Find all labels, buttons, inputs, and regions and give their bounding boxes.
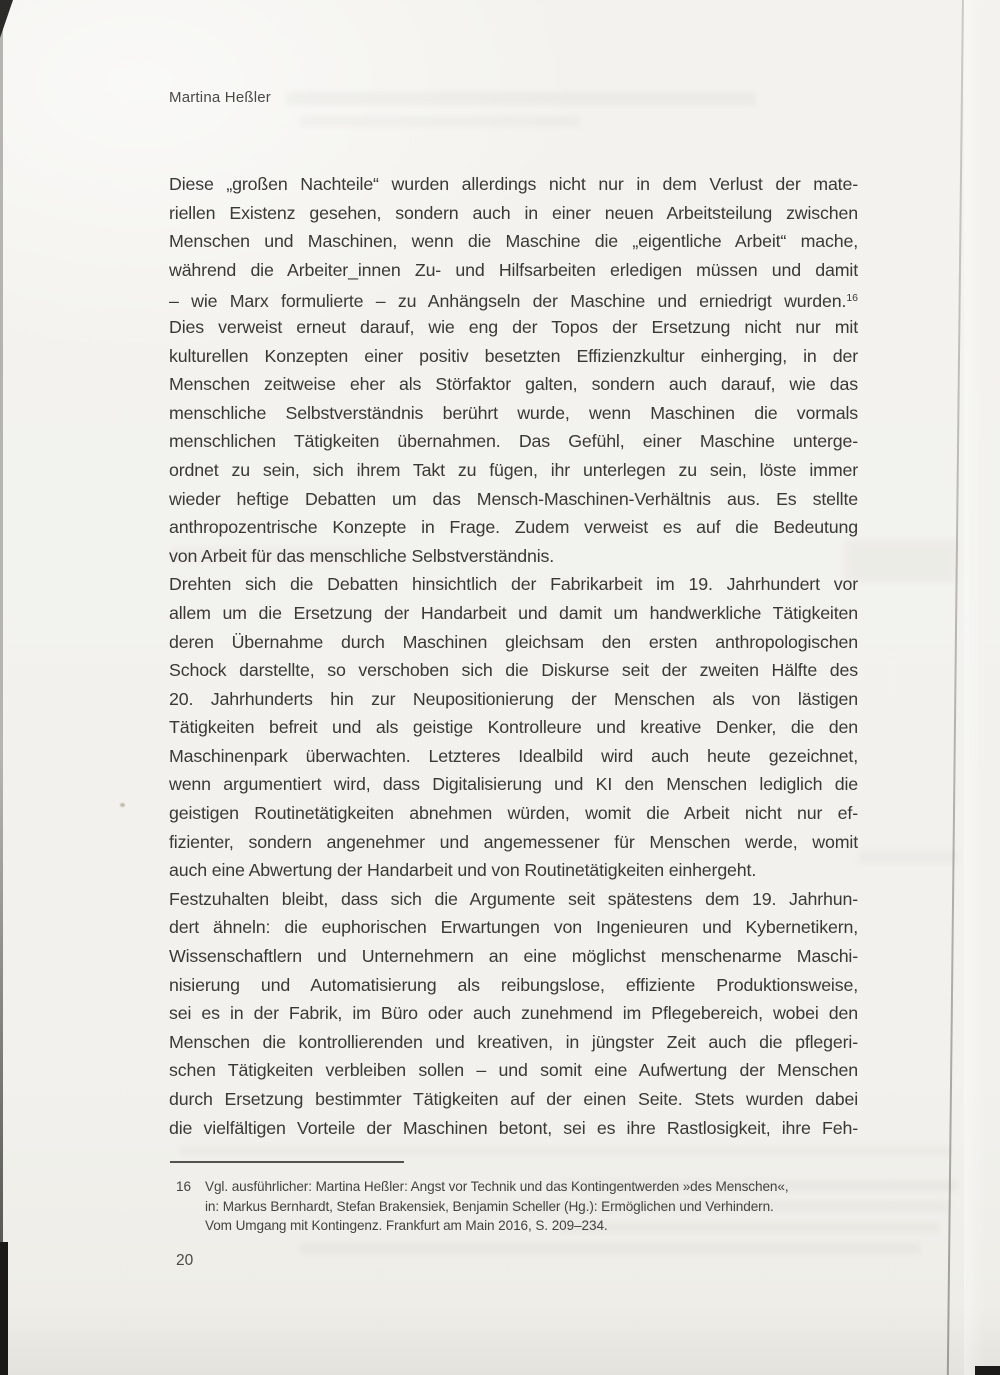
- footnote-text: [205, 1177, 905, 1236]
- text-line: Menschen die kontrollierenden und kreativen, in jüngster Zeit auch die pflegeri-: [169, 1031, 858, 1052]
- text-line: riellen Existenz gesehen, sondern auch in einer neuen Arbeitsteilung zwischen: [169, 202, 858, 223]
- text-line: Menschen zeitweise eher als Störfaktor galten, sondern auch darauf, wie das: [169, 374, 858, 395]
- text-line: allem um die Ersetzung der Handarbeit und damit um handwerkliche Tätigkeiten: [169, 602, 858, 623]
- text-line: kulturellen Konzepten einer positiv besetzten Effizienzkultur einherging, in der: [169, 345, 858, 366]
- text-line: Schock darstellte, so verschoben sich die Diskurse seit der zweiten Hälfte des: [169, 660, 858, 681]
- text-line: Dies verweist erneut darauf, wie eng der Topos der Ersetzung nicht nur mit: [169, 316, 858, 337]
- text-segment: – wie Marx formulierte – zu Anhängseln der Maschine und erniedrigt wurden.: [169, 291, 847, 312]
- page-gutter-line: [947, 0, 964, 1375]
- text-line: sei es in der Fabrik, im Büro oder auch zunehmend im Pflegebereich, wobei den: [169, 1003, 858, 1024]
- text-line: wenn argumentiert wird, dass Digitalisierung und KI den Menschen lediglich die: [169, 774, 858, 795]
- text-line: Festzuhalten bleibt, dass sich die Argumente seit spätestens dem 19. Jahrhun-: [169, 888, 858, 909]
- scan-edge-left: [0, 0, 3, 1375]
- text-line: von Arbeit für das menschliche Selbstverständnis.: [169, 545, 555, 566]
- text-line: Vgl. ausführlicher: Martina Heßler: Angst vor Technik und das Kontingentwerden »des Menschen«,: [205, 1179, 789, 1194]
- text-line: 20. Jahrhunderts hin zur Neupositionierung der Menschen als von lästigen: [169, 688, 858, 709]
- text-line: Diese „großen Nachteile“ wurden allerdings nicht nur in dem Verlust der mate-: [169, 174, 858, 194]
- page-curve-highlight: [964, 0, 1000, 1375]
- text-line: Wissenschaftlern und Unternehmern an eine möglichst menschenarme Maschi-: [169, 946, 858, 967]
- paper-speck: [120, 803, 125, 807]
- running-header-author: Martina Heßler: [169, 89, 271, 106]
- showthrough-artifact: [858, 850, 958, 864]
- text-line: durch Ersetzung bestimmter Tätigkeiten auf der einen Seite. Stets wurden dabei: [169, 1089, 858, 1109]
- text-line: auch eine Abwertung der Handarbeit und von Routinetätigkeiten einhergeht.: [169, 860, 757, 881]
- showthrough-artifact: [286, 92, 756, 105]
- text-line: deren Übernahme durch Maschinen gleichsam den ersten anthropologischen: [169, 631, 858, 652]
- text-line: Vom Umgang mit Kontingenz. Frankfurt am Main 2016, S. 209–234.: [205, 1218, 608, 1234]
- body-text: [169, 170, 858, 1142]
- text-line: schen Tätigkeiten verbleiben sollen – und somit eine Aufwertung der Menschen: [169, 1060, 858, 1081]
- text-line: Drehten sich die Debatten hinsichtlich der Fabrikarbeit im 19. Jahrhundert vor: [169, 574, 858, 595]
- text-line: Menschen und Maschinen, wenn die Maschine die „eigentliche Arbeit“ mache,: [169, 231, 858, 252]
- text-line: Tätigkeiten befreit und als geistige Kontrolleure und kreative Denker, die den: [169, 717, 858, 738]
- footnote-number: 16: [176, 1179, 191, 1194]
- showthrough-artifact: [300, 1243, 920, 1254]
- scan-mark-bottom-right: [975, 1366, 1000, 1375]
- text-line: geistigen Routinetätigkeiten abnehmen würden, womit die Arbeit nicht nur ef-: [169, 803, 858, 824]
- text-line: menschlichen Tätigkeiten übernahmen. Das Gefühl, einer Maschine unterge-: [169, 431, 858, 452]
- text-line: dert ähneln: die euphorischen Erwartungen von Ingenieuren und Kybernetikern,: [169, 917, 858, 938]
- text-line: wieder heftige Debatten um das Mensch-Maschinen-Verhältnis aus. Es stellte: [169, 488, 858, 509]
- text-line: nisierung und Automatisierung als reibungslose, effiziente Produktionsweise,: [169, 974, 858, 995]
- text-line: [169, 284, 858, 313]
- showthrough-artifact: [845, 540, 957, 582]
- footnote-rule: [170, 1161, 404, 1163]
- text-line: die vielfältigen Vorteile der Maschinen betont, sei es ihre Rastlosigkeit, ihre Feh-: [169, 1117, 858, 1138]
- showthrough-artifact: [300, 116, 580, 127]
- footnote: [176, 1177, 905, 1236]
- text-line: ordnet zu sein, sich ihrem Takt zu fügen, ihr unterlegen zu sein, löste immer: [169, 459, 858, 480]
- text-line: während die Arbeiter_innen Zu- und Hilfsarbeiten erledigen müssen und damit: [169, 259, 858, 280]
- scan-edge-bottom-left: [0, 1242, 8, 1375]
- showthrough-artifact: [180, 1146, 950, 1156]
- text-line: Maschinenpark überwachten. Letzteres Idealbild wird auch heute gezeichnet,: [169, 745, 858, 766]
- scan-corner-mark: [0, 0, 13, 38]
- text-line: menschliche Selbstverständnis berührt wurde, wenn Maschinen die vormals: [169, 402, 858, 423]
- page-number: 20: [176, 1252, 194, 1269]
- footnote-reference: 16: [846, 292, 858, 305]
- text-line: fizienter, sondern angenehmer und angemessener für Menschen werde, womit: [169, 831, 858, 852]
- text-line: anthropozentrische Konzepte in Frage. Zudem verweist es auf die Bedeutung: [169, 517, 858, 538]
- text-line: in: Markus Bernhardt, Stefan Brakensiek, Benjamin Scheller (Hg.): Ermöglichen und Verhindern.: [205, 1198, 774, 1214]
